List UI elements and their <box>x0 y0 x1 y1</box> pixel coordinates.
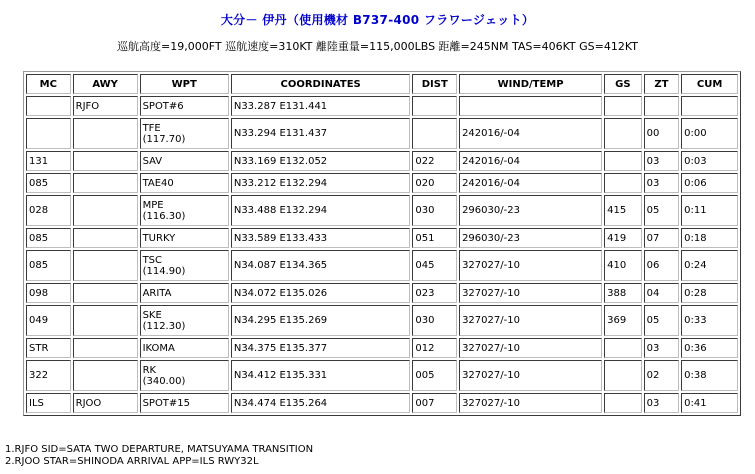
footnote-arrival: 2.RJOO STAR=SHINODA ARRIVAL APP=ILS RWY32L <box>5 456 259 467</box>
column-header-zt: ZT <box>644 74 680 94</box>
cell-zt: 05 <box>644 305 680 336</box>
cell-wpt: IKOMA <box>140 338 229 358</box>
cell-coordinates: N33.589 E133.433 <box>231 228 411 248</box>
cell-wind-temp <box>459 96 602 116</box>
cell-wpt: TURKY <box>140 228 229 248</box>
waypoint-frequency: (116.30) <box>142 210 186 222</box>
table-body <box>26 96 738 413</box>
cruise-summary: 巡航高度=19,000FT 巡航速度=310KT 離陸重量=115,000LBS 距離=245NM TAS=406KT GS=412KT <box>117 40 638 53</box>
cell-wind-temp: 327027/-10 <box>459 360 602 391</box>
column-header-wpt: WPT <box>140 74 229 94</box>
cell-coordinates: N33.212 E132.294 <box>231 173 411 193</box>
cell-gs <box>604 173 642 193</box>
cell-wpt: TAE40 <box>140 173 229 193</box>
cell-coordinates: N34.412 E135.331 <box>231 360 411 391</box>
cell-gs <box>604 151 642 171</box>
footnotes <box>5 444 313 468</box>
cell-wind-temp: 327027/-10 <box>459 305 602 336</box>
column-header-dist: DIST <box>412 74 457 94</box>
cell-coordinates: N34.087 E134.365 <box>231 250 411 281</box>
cell-awy <box>73 173 138 193</box>
cell-gs <box>604 96 642 116</box>
waypoint-name: TSC <box>142 254 163 266</box>
cell-mc: 028 <box>26 195 71 226</box>
cell-awy <box>73 228 138 248</box>
waypoint-frequency: (117.70) <box>142 133 186 145</box>
cell-mc <box>26 96 71 116</box>
cell-cum: 0:41 <box>681 393 738 413</box>
table-row <box>26 228 738 248</box>
table-row <box>26 283 738 303</box>
table-row <box>26 151 738 171</box>
cell-coordinates: N33.294 E131.437 <box>231 118 411 149</box>
cell-wpt: SPOT#15 <box>140 393 229 413</box>
table-row <box>26 96 738 116</box>
cell-mc: 098 <box>26 283 71 303</box>
cell-awy <box>73 250 138 281</box>
cell-coordinates: N34.072 E135.026 <box>231 283 411 303</box>
cell-coordinates: N34.295 E135.269 <box>231 305 411 336</box>
cell-awy <box>73 360 138 391</box>
cell-cum: 0:06 <box>681 173 738 193</box>
cell-gs <box>604 393 642 413</box>
cell-cum <box>681 96 738 116</box>
cell-dist: 005 <box>412 360 457 391</box>
table-row <box>26 305 738 336</box>
cell-wpt <box>140 360 229 391</box>
cell-wind-temp: 242016/-04 <box>459 118 602 149</box>
cell-awy <box>73 118 138 149</box>
cell-zt: 03 <box>644 393 680 413</box>
column-header-cum: CUM <box>681 74 738 94</box>
column-header-coordinates: COORDINATES <box>231 74 411 94</box>
cell-awy <box>73 305 138 336</box>
cell-awy <box>73 283 138 303</box>
cell-cum: 0:24 <box>681 250 738 281</box>
cell-zt: 03 <box>644 173 680 193</box>
footnote-departure: 1.RJFO SID=SATA TWO DEPARTURE, MATSUYAMA TRANSITION <box>5 444 314 455</box>
page-title: 大分－ 伊丹（使用機材 B737-400 フラワージェット） <box>220 13 535 27</box>
cell-cum: 0:28 <box>681 283 738 303</box>
cell-cum: 0:03 <box>681 151 738 171</box>
cell-awy <box>73 195 138 226</box>
cell-cum: 0:36 <box>681 338 738 358</box>
cell-zt: 05 <box>644 195 680 226</box>
waypoint-frequency: (112.30) <box>142 320 186 332</box>
column-header-mc: MC <box>26 74 71 94</box>
cell-mc: 322 <box>26 360 71 391</box>
table-row <box>26 173 738 193</box>
table-row <box>26 360 738 391</box>
cell-gs <box>604 118 642 149</box>
cell-zt: 03 <box>644 338 680 358</box>
cell-mc: 131 <box>26 151 71 171</box>
column-header-gs: GS <box>604 74 642 94</box>
cell-awy <box>73 338 138 358</box>
cell-coordinates: N33.169 E132.052 <box>231 151 411 171</box>
cell-mc: STR <box>26 338 71 358</box>
cell-zt: 00 <box>644 118 680 149</box>
cell-cum: 0:33 <box>681 305 738 336</box>
table-row <box>26 118 738 149</box>
cell-mc: 085 <box>26 173 71 193</box>
cell-awy <box>73 151 138 171</box>
waypoint-name: TFE <box>142 122 161 134</box>
cell-dist: 020 <box>412 173 457 193</box>
cell-dist: 030 <box>412 195 457 226</box>
cell-cum: 0:38 <box>681 360 738 391</box>
cell-gs <box>604 338 642 358</box>
table-row <box>26 195 738 226</box>
cell-mc: 085 <box>26 250 71 281</box>
cell-zt: 02 <box>644 360 680 391</box>
cell-wind-temp: 327027/-10 <box>459 393 602 413</box>
cell-coordinates: N33.287 E131.441 <box>231 96 411 116</box>
table-header-row <box>26 74 738 94</box>
cell-dist: 012 <box>412 338 457 358</box>
cell-wind-temp: 296030/-23 <box>459 195 602 226</box>
waypoint-name: MPE <box>142 199 164 211</box>
cell-coordinates: N33.488 E132.294 <box>231 195 411 226</box>
cell-wind-temp: 242016/-04 <box>459 151 602 171</box>
cell-wind-temp: 327027/-10 <box>459 250 602 281</box>
cell-wpt: SAV <box>140 151 229 171</box>
cell-wpt <box>140 305 229 336</box>
cell-dist <box>412 118 457 149</box>
cell-cum: 0:11 <box>681 195 738 226</box>
column-header-wind-temp: WIND/TEMP <box>459 74 602 94</box>
cell-wpt <box>140 195 229 226</box>
cell-dist: 022 <box>412 151 457 171</box>
cell-coordinates: N34.375 E135.377 <box>231 338 411 358</box>
cell-dist <box>412 96 457 116</box>
cell-gs <box>604 360 642 391</box>
cell-mc <box>26 118 71 149</box>
cell-zt: 06 <box>644 250 680 281</box>
cell-zt: 07 <box>644 228 680 248</box>
cell-cum: 0:18 <box>681 228 738 248</box>
cell-cum: 0:00 <box>681 118 738 149</box>
cell-gs: 388 <box>604 283 642 303</box>
cell-wpt: ARITA <box>140 283 229 303</box>
cell-gs: 410 <box>604 250 642 281</box>
cell-wind-temp: 327027/-10 <box>459 283 602 303</box>
flight-plan-table <box>23 71 741 416</box>
cell-wpt: SPOT#6 <box>140 96 229 116</box>
cell-gs: 415 <box>604 195 642 226</box>
cell-wind-temp: 327027/-10 <box>459 338 602 358</box>
cell-dist: 007 <box>412 393 457 413</box>
column-header-awy: AWY <box>73 74 138 94</box>
table-row <box>26 338 738 358</box>
cell-dist: 051 <box>412 228 457 248</box>
table-row <box>26 250 738 281</box>
cell-wind-temp: 242016/-04 <box>459 173 602 193</box>
cell-dist: 045 <box>412 250 457 281</box>
cell-zt: 03 <box>644 151 680 171</box>
cell-gs: 369 <box>604 305 642 336</box>
cell-zt: 04 <box>644 283 680 303</box>
cell-gs: 419 <box>604 228 642 248</box>
cell-wpt <box>140 250 229 281</box>
cell-mc: 085 <box>26 228 71 248</box>
waypoint-name: SKE <box>142 309 162 321</box>
cell-zt <box>644 96 680 116</box>
cell-awy: RJOO <box>73 393 138 413</box>
cell-mc: 049 <box>26 305 71 336</box>
cell-coordinates: N34.474 E135.264 <box>231 393 411 413</box>
waypoint-frequency: (114.90) <box>142 265 186 277</box>
waypoint-frequency: (340.00) <box>142 375 186 387</box>
cell-wpt <box>140 118 229 149</box>
cell-dist: 023 <box>412 283 457 303</box>
waypoint-name: RK <box>142 364 157 376</box>
cell-awy: RJFO <box>73 96 138 116</box>
cell-mc: ILS <box>26 393 71 413</box>
cell-wind-temp: 296030/-23 <box>459 228 602 248</box>
table-row <box>26 393 738 413</box>
cell-dist: 030 <box>412 305 457 336</box>
